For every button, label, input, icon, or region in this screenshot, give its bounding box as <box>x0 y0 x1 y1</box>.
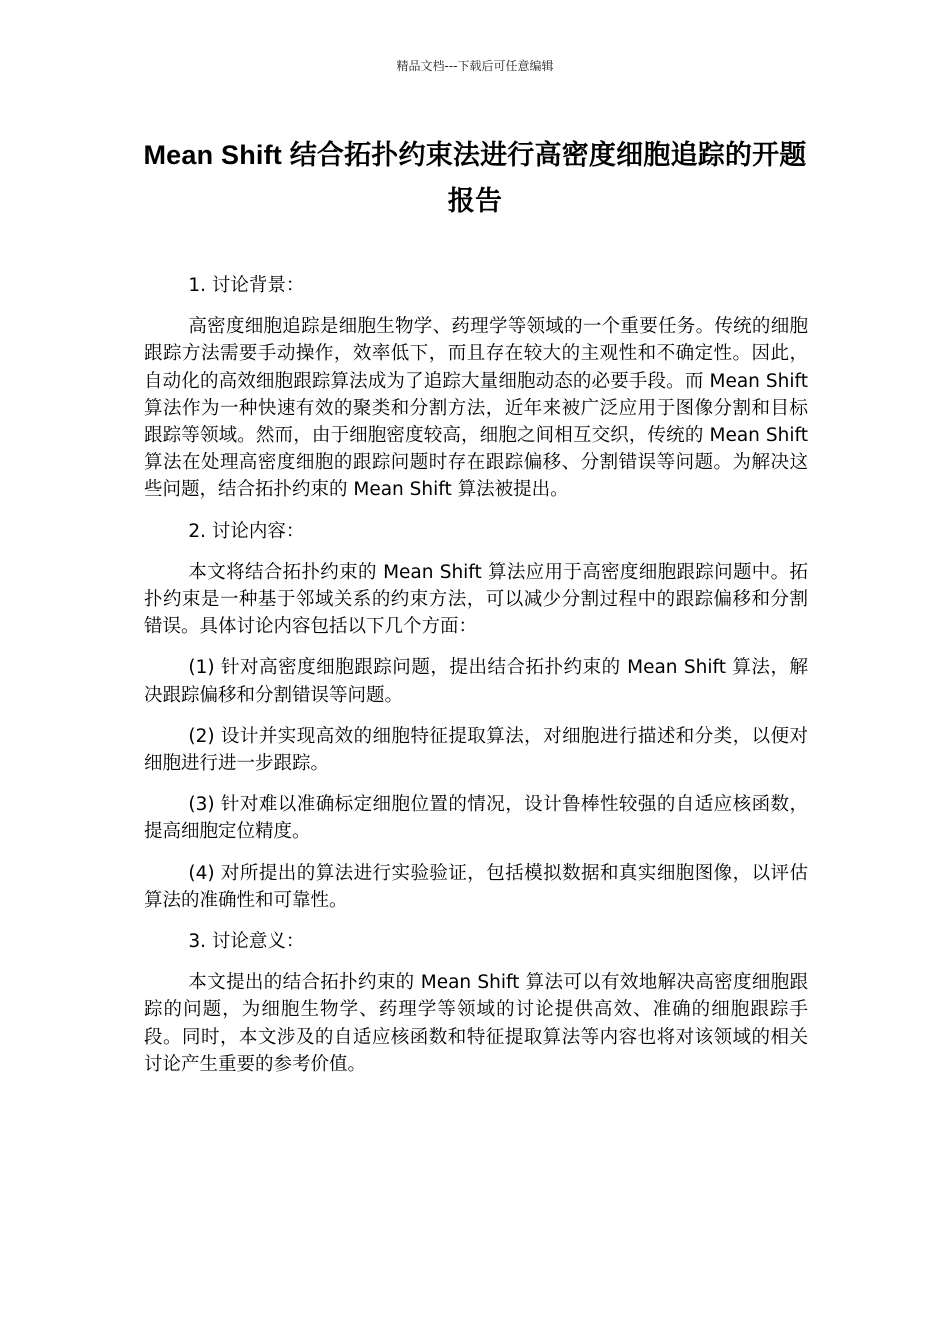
section-heading-significance: 3. 讨论意义： <box>188 931 305 953</box>
document-body <box>144 272 808 1092</box>
page-header-note: 精品文档---下载后可任意编辑 <box>396 59 554 73</box>
paragraph-content-item-3: (3) 针对难以准确标定细胞位置的情况，设计鲁棒性较强的自适应核函数，提高细胞定位精度。 <box>144 794 808 843</box>
section-heading-content: 2. 讨论内容： <box>188 520 305 542</box>
section-heading-background: 1. 讨论背景： <box>188 275 305 296</box>
paragraph-significance: 本文提出的结合拓扑约束的 Mean Shift 算法可以有效地解决高密度细胞跟踪的问题，为细胞生物学、药理学等领域的讨论提供高效、准确的细胞跟踪手段。同时，本文涉及的自适应核函数和特征提取算法等内容也将对该领域的相关讨论产生重要的参考价值。 <box>144 972 808 1075</box>
document-title: Mean Shift 结合拓扑约束法进行高密度细胞追踪的开题报告 <box>143 140 807 216</box>
paragraph-content-item-2: (2) 设计并实现高效的细胞特征提取算法，对细胞进行描述和分类，以便对细胞进行进一步跟踪。 <box>144 725 808 775</box>
paragraph-content-intro: 本文将结合拓扑约束的 Mean Shift 算法应用于高密度细胞跟踪问题中。拓扑约束是一种基于邻域关系的约束方法，可以减少分割过程中的跟踪偏移和分割错误。具体讨论内容包括以下几个方面： <box>144 561 808 638</box>
paragraph-background: 高密度细胞追踪是细胞生物学、药理学等领域的一个重要任务。传统的细胞跟踪方法需要手动操作，效率低下，而且存在较大的主观性和不确定性。因此，自动化的高效细胞跟踪算法成为了追踪大量细胞动态的必要手段。而 Mean Shift 算法作为一种快速有效的聚类和分割方法，近年来被广泛应用于图像分割和目标跟踪等领域。然而，由于细胞密度较高，细胞之间相互交织，传统的 Mean Shift 算法在处理高密度细胞的跟踪问题时存在跟踪偏移、分割错误等问题。为解决这些问题，结合拓扑约束的 Mean Shift 算法被提出。 <box>144 316 808 501</box>
paragraph-content-item-4: (4) 对所提出的算法进行实验验证，包括模拟数据和真实细胞图像，以评估算法的准确性和可靠性。 <box>144 862 808 911</box>
paragraph-content-item-1: (1) 针对高密度细胞跟踪问题，提出结合拓扑约束的 Mean Shift 算法，解决跟踪偏移和分割错误等问题。 <box>144 657 808 706</box>
